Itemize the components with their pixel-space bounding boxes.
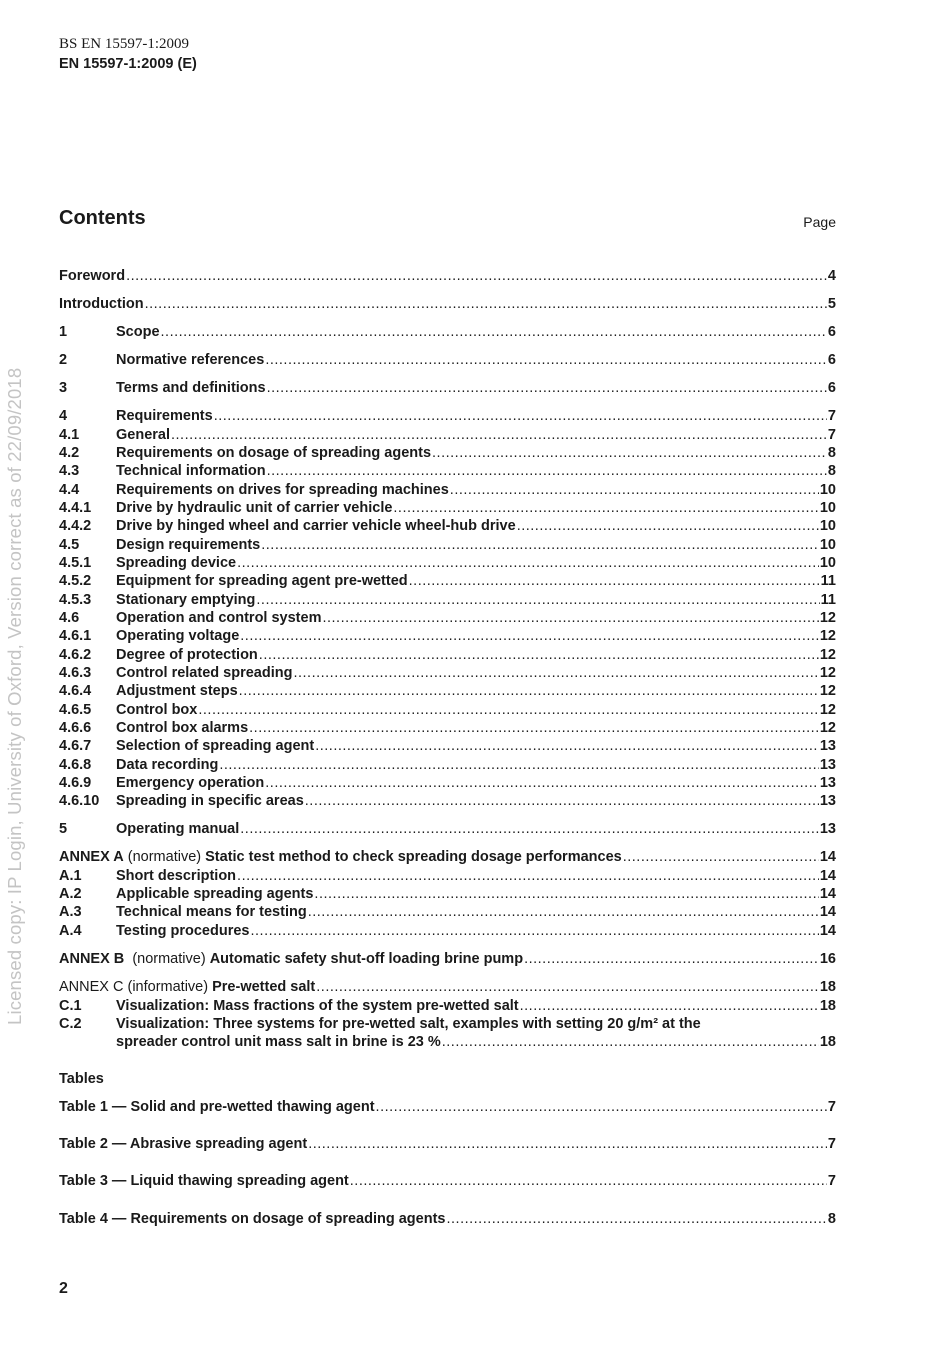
leader-dots [293,664,818,682]
toc-page: 11 [820,573,836,589]
leader-dots [524,950,819,968]
page-title: Contents [59,207,146,229]
toc-page: 12 [819,646,836,663]
toc-page: 8 [827,463,836,479]
toc-number: 4.6.3 [59,665,92,681]
toc-entry[interactable] [59,481,836,499]
leader-dots [446,1210,826,1228]
table-entry[interactable] [59,1210,836,1228]
toc-number: 4.5.1 [59,555,92,571]
toc-label: Emergency operation [116,775,265,791]
toc-number: 4.1 [59,426,80,443]
toc-label: Data recording [116,756,219,773]
toc-page: 12 [819,720,836,736]
toc-page: 10 [819,536,836,553]
toc-number: 4 [59,408,68,424]
toc-number: 4.6.2 [59,646,92,663]
toc-entry[interactable] [59,719,836,737]
toc-entry[interactable] [59,462,836,480]
toc-number: 4.4.2 [59,518,92,534]
toc-entry[interactable] [59,517,836,535]
toc-page: 12 [819,610,836,626]
table-entry[interactable] [59,1172,836,1190]
toc-label: Technical information [116,463,266,479]
leader-dots [350,1172,827,1190]
toc-entry[interactable] [59,820,836,838]
leader-dots [305,792,819,810]
leader-dots [267,379,827,397]
leader-dots [316,978,819,996]
annex-id: ANNEX B [59,951,125,967]
leader-dots [432,444,827,462]
toc-label: Adjustment steps [116,683,238,699]
leader-dots [376,1098,827,1116]
toc-number: 4.6 [59,610,80,626]
annex-title: Automatic safety shut-off loading brine pump [209,951,524,967]
toc-number: 3 [59,380,68,396]
toc-number: 4.4 [59,481,80,498]
leader-dots [171,426,827,444]
toc-number: 1 [59,324,68,340]
toc-entry[interactable] [59,682,836,700]
table-entry[interactable] [59,1135,836,1153]
leader-dots [267,462,827,480]
leader-dots [237,554,819,572]
toc-label: Requirements [116,408,213,424]
toc-entry[interactable] [59,426,836,444]
toc-label: General [116,426,170,443]
toc-entry[interactable] [59,867,836,885]
leader-dots [126,267,827,285]
toc-label: Technical means for testing [116,904,307,920]
toc-number: C.1 [59,997,82,1014]
toc-entry[interactable] [59,536,836,554]
toc-number: 4.6.7 [59,738,92,754]
toc-page: 18 [819,997,836,1014]
toc-page: 14 [819,867,836,884]
toc-label: Visualization: Three systems for pre-wetted salt, examples with setting 20 g/m² at the [116,1016,701,1032]
annex-id: ANNEX A [59,849,124,865]
toc-entry[interactable] [59,351,836,369]
leader-dots [161,323,827,341]
toc-number: 4.6.8 [59,756,92,773]
toc-page: 14 [819,922,836,939]
standard-id-bs: BS EN 15597-1:2009 [59,36,190,52]
toc-entry[interactable] [59,554,836,572]
toc-page: 4 [827,268,836,284]
table-page: 8 [827,1211,836,1227]
toc-label: Foreword [59,268,126,284]
toc-number: C.2 [59,1016,82,1032]
toc-number: 4.6.5 [59,701,92,718]
toc-label: Control box alarms [116,720,249,736]
toc-number: 4.6.9 [59,775,92,791]
leader-dots [261,536,819,554]
leader-dots [623,848,819,866]
toc-entry[interactable] [59,737,836,755]
annex-type: (informative) [123,979,213,995]
toc-page: 7 [827,426,836,443]
leader-dots [240,820,819,838]
toc-number: 4.6.6 [59,720,92,736]
toc-page: 11 [820,591,836,608]
toc-entry[interactable] [59,903,836,921]
toc-annex-entry[interactable] [59,848,836,866]
toc-number: 4.6.10 [59,793,100,809]
toc-entry[interactable] [59,664,836,682]
page-number: 2 [59,1280,68,1297]
toc-label: Scope [116,324,160,340]
toc-label: Control box [116,701,198,718]
toc-label: Spreading in specific areas [116,793,304,809]
leader-dots [250,922,818,940]
toc-page: 10 [819,481,836,498]
toc-page: 18 [819,979,836,995]
toc-page: 13 [819,756,836,773]
toc-page: 12 [819,628,836,644]
toc-entry-continuation[interactable] [116,1033,836,1051]
toc-label: Testing procedures [116,922,250,939]
toc-entry[interactable] [59,756,836,774]
leader-dots [315,737,819,755]
toc-label: Drive by hydraulic unit of carrier vehicle [116,500,393,516]
toc-label: Stationary emptying [116,591,256,608]
toc-number: 4.5.3 [59,591,92,608]
leader-dots [239,682,819,700]
annex-type: (normative) [124,951,210,967]
toc-page: 8 [827,445,836,461]
toc-number: 4.6.4 [59,683,92,699]
leader-dots [214,407,827,425]
table-page: 7 [827,1173,836,1189]
toc-label: Requirements on drives for spreading machines [116,481,449,498]
toc-entry[interactable] [59,774,836,792]
toc-label: Requirements on dosage of spreading agents [116,445,432,461]
toc-entry[interactable] [59,922,836,940]
toc-label: Operating voltage [116,628,240,644]
toc-entry[interactable] [59,609,836,627]
tables-heading: Tables [59,1071,104,1087]
toc-page: 12 [819,665,836,681]
toc-label: Equipment for spreading agent pre-wetted [116,573,408,589]
leader-dots [145,295,827,313]
toc-entry[interactable] [59,267,836,285]
toc-number: 4.4.1 [59,500,92,516]
leader-dots [249,719,819,737]
toc-entry[interactable] [59,627,836,645]
toc-label: Operating manual [116,821,240,837]
toc-label: Selection of spreading agent [116,738,315,754]
table-page: 7 [827,1099,836,1115]
toc-number: A.3 [59,904,82,920]
toc-label: Operation and control system [116,610,322,626]
toc-label: Visualization: Mass fractions of the system pre-wetted salt [116,997,519,1014]
toc-entry[interactable] [59,295,836,313]
leader-dots [308,1135,827,1153]
leader-dots [240,627,819,645]
toc-number: 4.2 [59,445,80,461]
toc-label: Terms and definitions [116,380,266,396]
toc-annex-entry[interactable] [59,950,836,968]
toc-label: Normative references [116,352,265,368]
toc-number: A.1 [59,867,82,884]
leader-dots [198,701,819,719]
toc-page: 13 [819,738,836,754]
toc-number: A.2 [59,886,82,902]
page-column-heading: Page [803,214,836,230]
toc-page: 14 [819,886,836,902]
toc-label: Short description [116,867,237,884]
toc-number: 2 [59,352,68,368]
leader-dots [520,997,819,1015]
leader-dots [256,591,819,609]
toc-entry[interactable] [59,323,836,341]
toc-annex-label [59,848,622,866]
toc-label: Spreading device [116,555,237,571]
toc-label: Degree of protection [116,646,258,663]
toc-page: 6 [827,324,836,340]
leader-dots [450,481,819,499]
toc-page: 6 [827,352,836,368]
toc-page: 18 [819,1034,836,1050]
toc-label: spreader control unit mass salt in brine is 23 % [116,1034,441,1050]
leader-dots [393,499,818,517]
toc-page: 7 [827,408,836,424]
toc-entry[interactable] [59,997,836,1015]
table-label: Table 1 — Solid and pre-wetted thawing agent [59,1099,375,1115]
leader-dots [265,351,827,369]
leader-dots [237,867,819,885]
toc-page: 16 [819,951,836,967]
toc-entry[interactable] [59,379,836,397]
toc-page: 13 [819,775,836,791]
toc-page: 13 [819,793,836,809]
table-label: Table 2 — Abrasive spreading agent [59,1136,308,1152]
leader-dots [322,609,818,627]
toc-page: 12 [819,683,836,699]
toc-entry[interactable] [59,1015,836,1033]
toc-number: 4.6.1 [59,628,92,644]
toc-annex-label [59,950,523,968]
toc-number: 4.5.2 [59,573,92,589]
toc-entry[interactable] [59,499,836,517]
toc-label: Drive by hinged wheel and carrier vehicle wheel-hub drive [116,518,516,534]
toc-page: 10 [819,518,836,534]
annex-title: Static test method to check spreading dosage performances [205,849,622,865]
toc-entry[interactable] [59,444,836,462]
toc-entry[interactable] [59,792,836,810]
annex-id: ANNEX C [59,979,124,995]
toc-page: 12 [819,701,836,718]
standard-id-en: EN 15597-1:2009 (E) [59,56,197,72]
toc-page: 14 [819,904,836,920]
leader-dots [219,756,819,774]
toc-entry[interactable] [59,407,836,425]
annex-type: (normative) [123,849,206,865]
toc-page: 13 [819,821,836,837]
toc-label: Introduction [59,296,144,312]
leader-dots [409,572,820,590]
toc-annex-label [59,978,315,996]
annex-title: Pre-wetted salt [212,979,316,995]
toc-page: 10 [819,555,836,571]
toc-number: A.4 [59,922,82,939]
toc-number: 5 [59,821,68,837]
leader-dots [308,903,819,921]
toc-page: 14 [819,849,836,865]
table-label: Table 4 — Requirements on dosage of spreading agents [59,1211,446,1227]
toc-entry[interactable] [59,646,836,664]
leader-dots [314,885,818,903]
toc-entry[interactable] [59,885,836,903]
leader-dots [265,774,819,792]
table-label: Table 3 — Liquid thawing spreading agent [59,1173,349,1189]
toc-page: 5 [827,296,836,312]
leader-dots [517,517,819,535]
toc-entry[interactable] [59,591,836,609]
toc-number: 4.5 [59,536,80,553]
toc-page: 6 [827,380,836,396]
toc-entry[interactable] [59,701,836,719]
table-entry[interactable] [59,1098,836,1116]
leader-dots [259,646,819,664]
toc-label: Applicable spreading agents [116,886,314,902]
toc-label: Design requirements [116,536,261,553]
toc-annex-entry[interactable] [59,978,836,996]
toc-label: Control related spreading [116,665,293,681]
table-page: 7 [827,1136,836,1152]
toc-page: 10 [819,500,836,516]
toc-number: 4.3 [59,463,80,479]
leader-dots [442,1033,819,1051]
toc-entry[interactable] [59,572,836,590]
license-watermark: Licensed copy: IP Login, University of Oxford, Version correct as of 22/09/2018 [4,367,25,1025]
